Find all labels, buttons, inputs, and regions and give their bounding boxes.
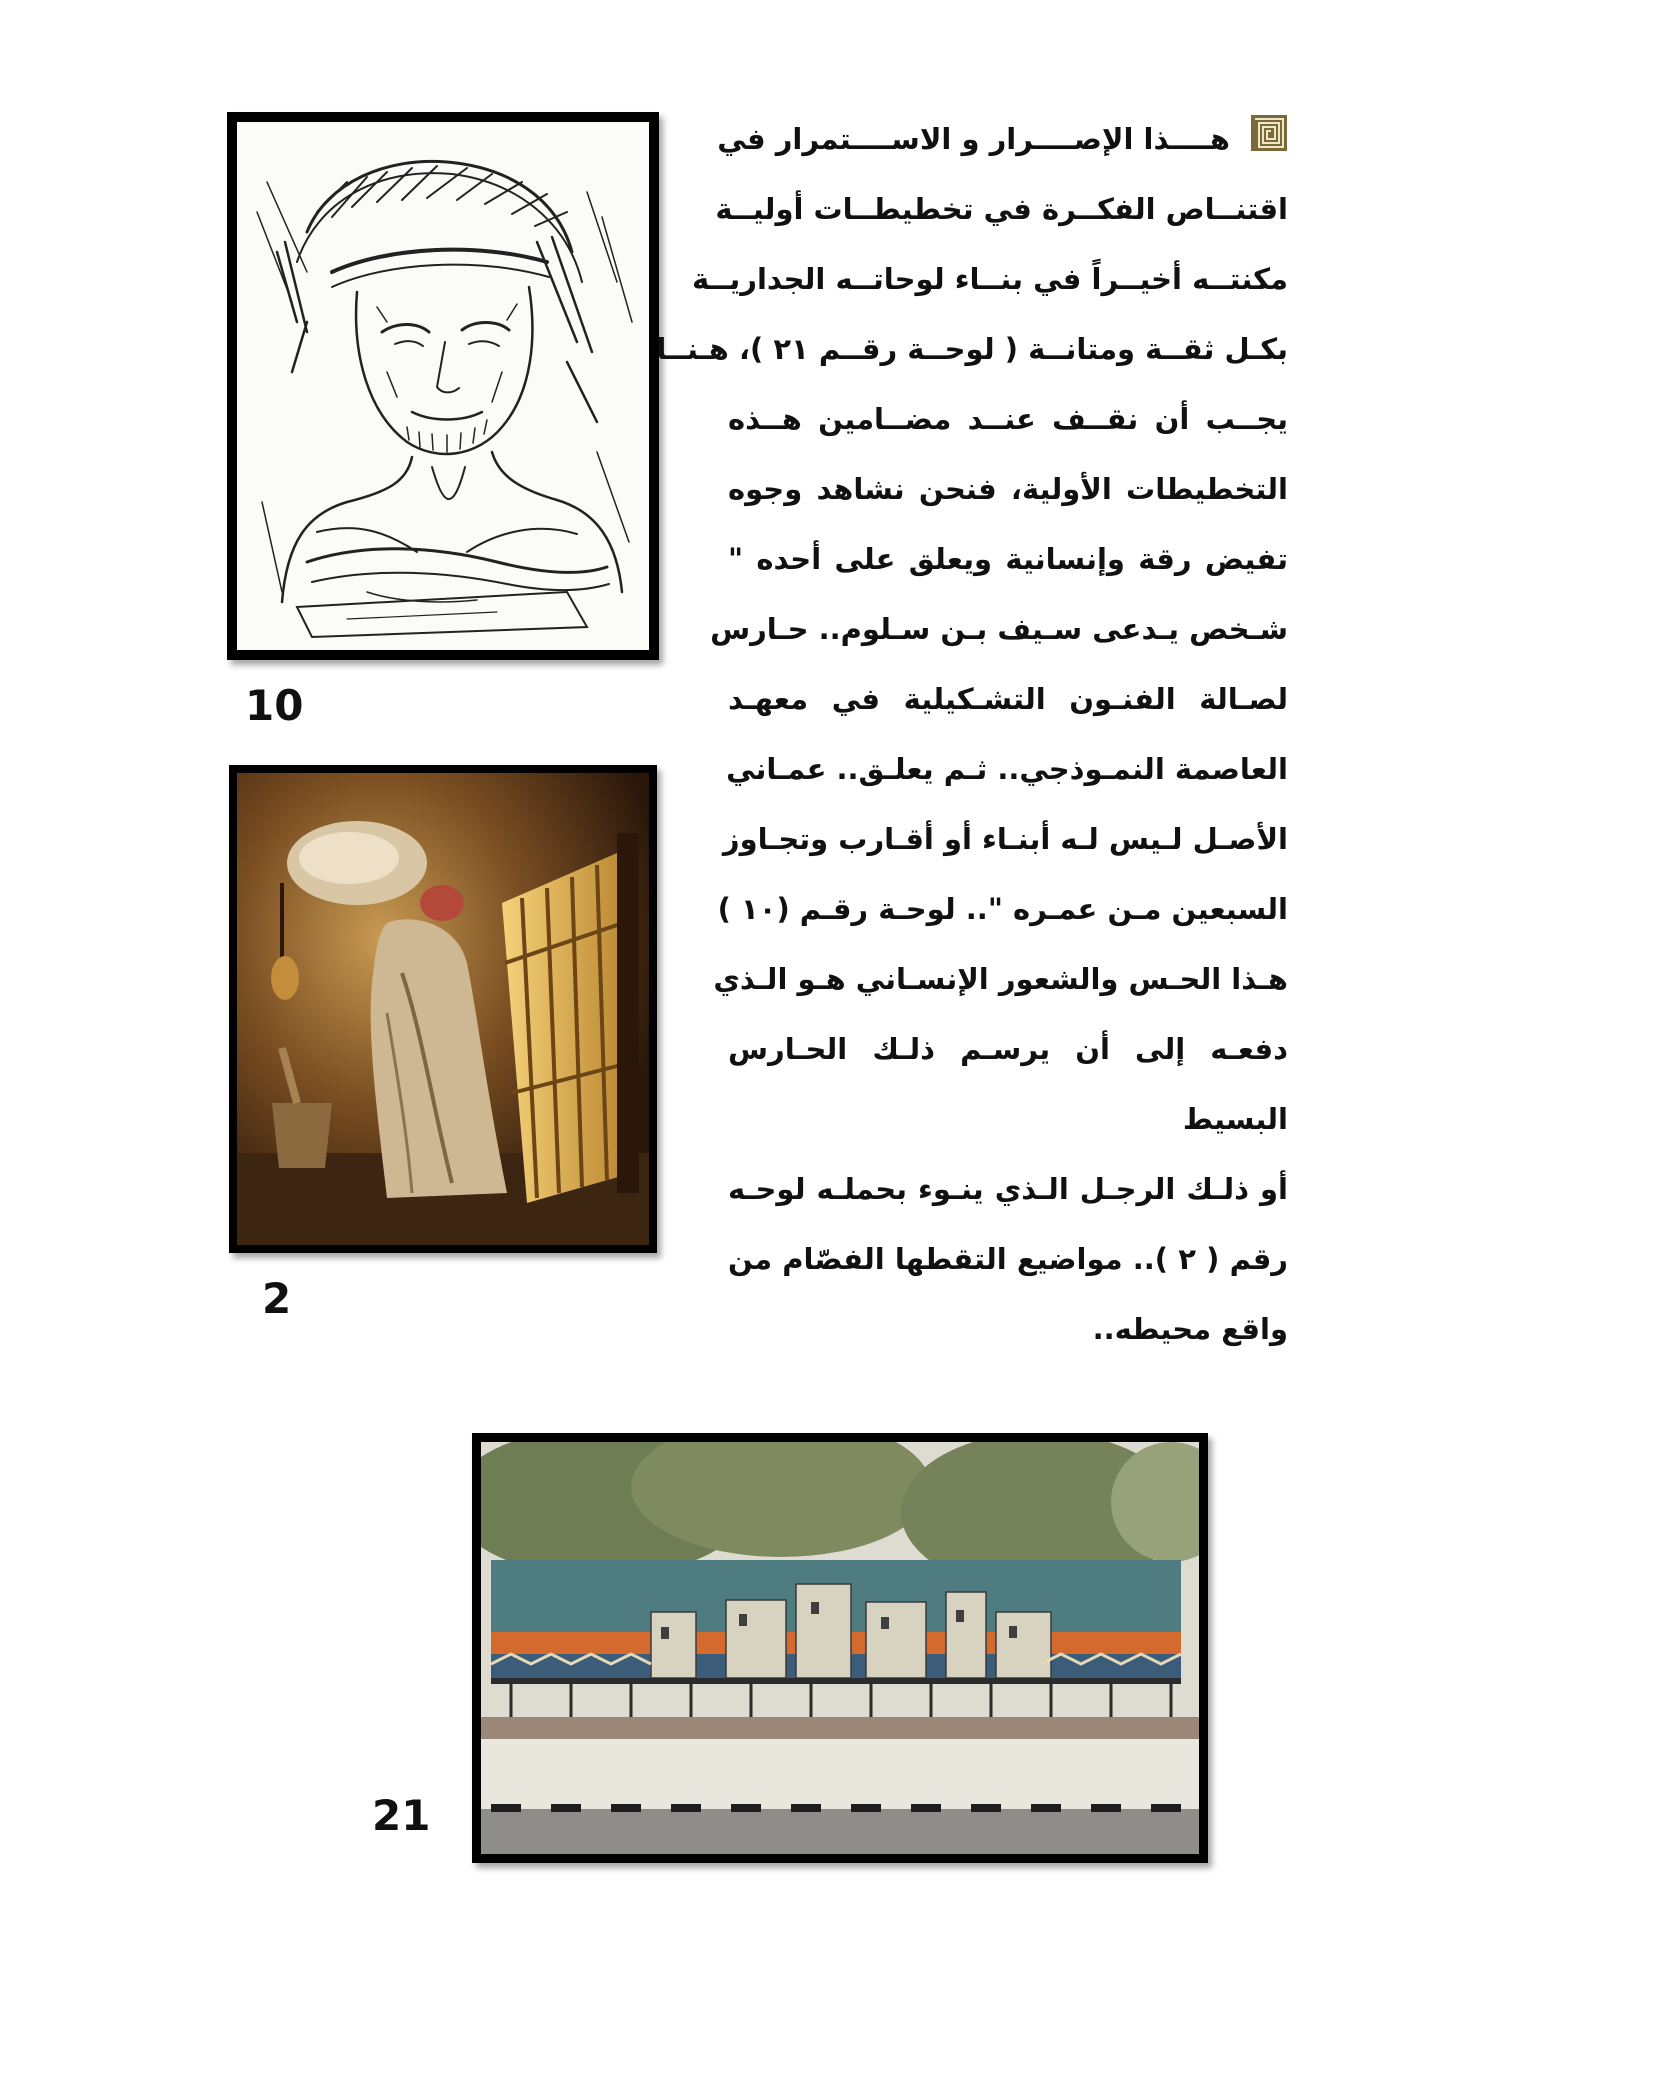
- article-line: العاصمة النمـوذجي.. ثـم يعلـق.. عمـاني: [726, 752, 1288, 786]
- article-line: بكـل ثقــة ومتانــة ( لوحــة رقــم ٢١ )، هـنــا: [656, 332, 1288, 366]
- article-line: السبعين مـن عمـره ".. لوحـة رقـم (١٠ ): [717, 892, 1288, 926]
- painting-doorway-figure: [237, 773, 649, 1245]
- article-line: الأصـل لـيس لـه أبنـاء أو أقـارب وتجـاوز: [722, 822, 1288, 856]
- article-line: مكنتــه أخيــراً في بنــاء لوحاتــه الجداريــة: [691, 262, 1288, 296]
- article-line: أو ذلـك الرجـل الـذي ينـوء بحملـه لوحـه: [728, 1172, 1288, 1206]
- figure-2-number: 2: [262, 1274, 292, 1323]
- figure-10-number: 10: [245, 681, 304, 730]
- figure-10-image: [237, 122, 649, 650]
- article-line: هـذا الحـس والشعور الإنسـاني هـو الـذي: [713, 962, 1288, 996]
- article-line: دفعـه إلى أن يرسـم ذلـك الحـارس: [728, 1032, 1288, 1066]
- figure-2-image: [237, 773, 649, 1245]
- article-line: شـخص يـدعى سـيف بـن سـلوم.. حـارس: [710, 612, 1288, 646]
- figure-2-frame: [229, 765, 657, 1253]
- sketch-portrait-drawing: [237, 122, 649, 650]
- article-text: [656, 104, 1288, 1364]
- article-line: لصـالة الفنـون التشـكيلية في معهـد: [728, 682, 1288, 716]
- photo-street-mural: [481, 1442, 1199, 1854]
- article-line: البسيط: [1182, 1102, 1288, 1136]
- figure-21-image: [481, 1442, 1199, 1854]
- article-line: اقتنــاص الفكــرة في تخطيطــات أوليــة: [715, 192, 1288, 226]
- article-line: هــــذا الإصــــرار و الاســــتمرار في: [717, 122, 1230, 156]
- article-line: التخطيطات الأولية، فنحن نشاهد وجوه: [728, 472, 1288, 506]
- article-line: تفيض رقة وإنسانية ويعلق على أحده ": [728, 542, 1288, 576]
- article-line: يجــب أن نقــف عنــد مضــامين هــذه: [728, 402, 1288, 436]
- figure-10-frame: [227, 112, 659, 660]
- article-line: واقع محيطه..: [1092, 1312, 1288, 1346]
- figure-21-number: 21: [372, 1791, 431, 1840]
- article-line: رقم ( ٢ ).. مواضيع التقطها الفصّام من: [728, 1242, 1288, 1276]
- figure-21-frame: [472, 1433, 1208, 1863]
